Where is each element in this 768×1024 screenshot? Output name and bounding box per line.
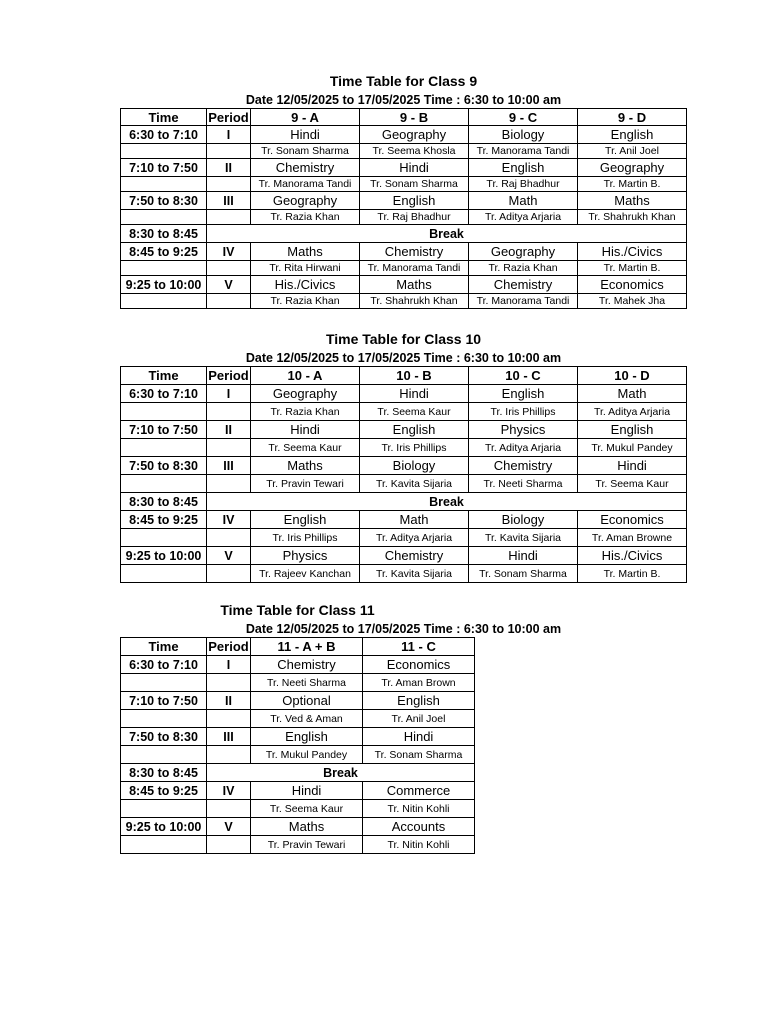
empty-cell [121,261,207,276]
empty-cell [207,144,251,159]
column-header: Time [121,638,207,656]
teacher-cell: Tr. Pravin Tewari [251,836,363,854]
teacher-cell: Tr. Martin B. [578,565,687,583]
subject-cell: Chemistry [251,656,363,674]
timetable-date: Date 12/05/2025 to 17/05/2025 Time : 6:30 to 10:00 am [245,622,562,636]
subject-cell: Geography [469,243,578,261]
teacher-row [121,475,687,493]
period-time: 7:10 to 7:50 [121,421,207,439]
break-time: 8:30 to 8:45 [121,764,207,782]
teacher-cell: Tr. Manorama Tandi [469,294,578,309]
period-row [121,385,687,403]
column-header: 9 - B [360,109,469,126]
subject-cell: Hindi [578,457,687,475]
period-row [121,511,687,529]
subject-cell: Geography [251,385,360,403]
break-row [121,764,475,782]
teacher-cell: Tr. Shahrukh Khan [360,294,469,309]
teacher-cell: Tr. Mukul Pandey [251,746,363,764]
period-number: III [207,457,251,475]
period-time: 7:10 to 7:50 [121,692,207,710]
subject-cell: English [578,126,687,144]
period-number: II [207,159,251,177]
header-row [121,638,475,656]
empty-cell [121,746,207,764]
timetable-date: Date 12/05/2025 to 17/05/2025 Time : 6:30 to 10:00 am [245,93,562,107]
subject-cell: Maths [360,276,469,294]
period-row [121,276,687,294]
teacher-cell: Tr. Shahrukh Khan [578,210,687,225]
subject-cell: Biology [360,457,469,475]
column-header: 10 - B [360,367,469,385]
timetable-table [120,366,687,583]
teacher-row [121,439,687,457]
timetable-table [120,108,687,309]
teacher-row [121,674,475,692]
subject-cell: English [469,385,578,403]
period-number: I [207,126,251,144]
empty-cell [207,674,251,692]
empty-cell [207,800,251,818]
period-row [121,692,475,710]
subject-cell: Chemistry [360,243,469,261]
period-number: II [207,692,251,710]
teacher-cell: Tr. Kavita Sijaria [360,475,469,493]
column-header: 9 - D [578,109,687,126]
empty-cell [207,210,251,225]
subject-cell: Physics [251,547,360,565]
column-header: 10 - A [251,367,360,385]
break-label: Break [207,225,687,243]
teacher-row [121,403,687,421]
period-number: II [207,421,251,439]
teacher-cell: Tr. Aditya Arjaria [469,210,578,225]
timetable-table [120,637,475,854]
period-time: 9:25 to 10:00 [121,547,207,565]
column-header: 11 - C [363,638,475,656]
period-number: I [207,385,251,403]
subject-cell: Physics [469,421,578,439]
subject-cell: Geography [251,192,360,210]
period-number: III [207,192,251,210]
subject-cell: Biology [469,126,578,144]
period-number: IV [207,243,251,261]
subject-cell: Hindi [251,782,363,800]
subject-cell: Hindi [469,547,578,565]
empty-cell [207,746,251,764]
period-number: III [207,728,251,746]
period-number: IV [207,782,251,800]
subject-cell: His./Civics [578,547,687,565]
subject-cell: English [578,421,687,439]
teacher-cell: Tr. Seema Khosla [360,144,469,159]
subject-cell: Biology [469,511,578,529]
teacher-row [121,261,687,276]
subject-cell: Economics [578,276,687,294]
period-row [121,159,687,177]
subject-cell: His./Civics [251,276,360,294]
empty-cell [121,836,207,854]
period-time: 7:50 to 8:30 [121,192,207,210]
period-time: 6:30 to 7:10 [121,126,207,144]
teacher-cell: Tr. Iris Phillips [469,403,578,421]
teacher-cell: Tr. Sonam Sharma [251,144,360,159]
class-10-timetable [120,328,687,583]
teacher-cell: Tr. Mukul Pandey [578,439,687,457]
teacher-cell: Tr. Seema Kaur [578,475,687,493]
timetable-date: Date 12/05/2025 to 17/05/2025 Time : 6:30 to 10:00 am [245,351,562,365]
column-header: 9 - C [469,109,578,126]
timetable-title: Time Table for Class 11 [220,602,375,618]
subject-cell: Chemistry [469,276,578,294]
teacher-cell: Tr. Kavita Sijaria [469,529,578,547]
empty-cell [121,403,207,421]
empty-cell [121,710,207,728]
column-header: Period [208,639,249,654]
timetable-title: Time Table for Class 10 [325,331,482,347]
period-time: 7:10 to 7:50 [121,159,207,177]
subject-cell: English [360,192,469,210]
teacher-cell: Tr. Sonam Sharma [360,177,469,192]
period-row [121,457,687,475]
teacher-cell: Tr. Manorama Tandi [251,177,360,192]
period-row [121,728,475,746]
teacher-cell: Tr. Iris Phillips [251,529,360,547]
teacher-row [121,177,687,192]
empty-cell [207,475,251,493]
period-time: 7:50 to 8:30 [121,728,207,746]
period-row [121,192,687,210]
teacher-cell: Tr. Neeti Sharma [469,475,578,493]
teacher-cell: Tr. Anil Joel [363,710,475,728]
period-number: V [207,547,251,565]
column-header: Period [208,368,249,383]
period-time: 8:45 to 9:25 [121,243,207,261]
empty-cell [207,403,251,421]
period-time: 6:30 to 7:10 [121,385,207,403]
period-number: V [207,276,251,294]
empty-cell [207,294,251,309]
teacher-cell: Tr. Nitin Kohli [363,800,475,818]
subject-cell: Commerce [363,782,475,800]
teacher-cell: Tr. Seema Kaur [251,439,360,457]
period-number: I [207,656,251,674]
teacher-cell: Tr. Raj Bhadhur [360,210,469,225]
teacher-cell: Tr. Neeti Sharma [251,674,363,692]
subject-cell: Maths [251,243,360,261]
subject-cell: English [469,159,578,177]
subject-cell: Accounts [363,818,475,836]
subject-cell: Economics [578,511,687,529]
period-time: 7:50 to 8:30 [121,457,207,475]
class-11-timetable [120,599,562,854]
teacher-cell: Tr. Manorama Tandi [360,261,469,276]
teacher-cell: Tr. Raj Bhadhur [469,177,578,192]
empty-cell [121,210,207,225]
teacher-cell: Tr. Mahek Jha [578,294,687,309]
class-9-timetable [120,70,687,309]
period-time: 8:45 to 9:25 [121,782,207,800]
teacher-cell: Tr. Ved & Aman [251,710,363,728]
break-row [121,493,687,511]
break-label: Break [207,493,687,511]
header-row [121,109,687,126]
teacher-row [121,565,687,583]
subject-cell: Hindi [251,421,360,439]
teacher-cell: Tr. Aman Brown [363,674,475,692]
teacher-cell: Tr. Razia Khan [251,403,360,421]
header-row [121,367,687,385]
column-header: 11 - A + B [251,638,363,656]
teacher-row [121,800,475,818]
break-row [121,225,687,243]
teacher-row [121,144,687,159]
subject-cell: Math [578,385,687,403]
teacher-cell: Tr. Aditya Arjaria [360,529,469,547]
empty-cell [207,177,251,192]
subject-cell: Optional [251,692,363,710]
teacher-cell: Tr. Iris Phillips [360,439,469,457]
subject-cell: Math [469,192,578,210]
teacher-cell: Tr. Aditya Arjaria [578,403,687,421]
period-row [121,547,687,565]
teacher-cell: Tr. Sonam Sharma [469,565,578,583]
subject-cell: English [251,511,360,529]
empty-cell [121,475,207,493]
period-row [121,126,687,144]
subject-cell: Geography [578,159,687,177]
period-number: V [207,818,251,836]
break-label: Break [207,764,475,782]
subject-cell: Chemistry [360,547,469,565]
teacher-cell: Tr. Razia Khan [251,294,360,309]
period-row [121,782,475,800]
empty-cell [207,836,251,854]
subject-cell: Chemistry [469,457,578,475]
subject-cell: Chemistry [251,159,360,177]
teacher-cell: Tr. Razia Khan [469,261,578,276]
subject-cell: English [363,692,475,710]
empty-cell [121,144,207,159]
teacher-cell: Tr. Kavita Sijaria [360,565,469,583]
period-row [121,656,475,674]
break-time: 8:30 to 8:45 [121,225,207,243]
subject-cell: Hindi [360,159,469,177]
period-time: 9:25 to 10:00 [121,818,207,836]
timetable-title: Time Table for Class 9 [329,73,478,89]
teacher-cell: Tr. Pravin Tewari [251,475,360,493]
teacher-cell: Tr. Razia Khan [251,210,360,225]
empty-cell [121,439,207,457]
column-header: Time [121,109,207,126]
teacher-row [121,529,687,547]
empty-cell [121,565,207,583]
teacher-row [121,210,687,225]
empty-cell [121,177,207,192]
teacher-cell: Tr. Aditya Arjaria [469,439,578,457]
subject-cell: Maths [251,457,360,475]
empty-cell [207,439,251,457]
teacher-cell: Tr. Seema Kaur [360,403,469,421]
subject-cell: Geography [360,126,469,144]
column-header: Time [121,367,207,385]
period-number: IV [207,511,251,529]
teacher-cell: Tr. Rajeev Kanchan [251,565,360,583]
empty-cell [121,674,207,692]
empty-cell [207,710,251,728]
teacher-cell: Tr. Manorama Tandi [469,144,578,159]
teacher-cell: Tr. Sonam Sharma [363,746,475,764]
teacher-row [121,746,475,764]
period-row [121,421,687,439]
teacher-cell: Tr. Anil Joel [578,144,687,159]
teacher-cell: Tr. Seema Kaur [251,800,363,818]
empty-cell [207,529,251,547]
period-row [121,818,475,836]
break-time: 8:30 to 8:45 [121,493,207,511]
teacher-row [121,710,475,728]
teacher-row [121,836,475,854]
column-header: 10 - D [578,367,687,385]
empty-cell [121,294,207,309]
subject-cell: Hindi [251,126,360,144]
subject-cell: Hindi [360,385,469,403]
teacher-cell: Tr. Aman Browne [578,529,687,547]
teacher-cell: Tr. Martin B. [578,177,687,192]
empty-cell [121,800,207,818]
subject-cell: Economics [363,656,475,674]
subject-cell: Maths [251,818,363,836]
subject-cell: English [360,421,469,439]
empty-cell [207,261,251,276]
period-time: 6:30 to 7:10 [121,656,207,674]
empty-cell [207,565,251,583]
subject-cell: English [251,728,363,746]
column-header: 10 - C [469,367,578,385]
column-header: 9 - A [251,109,360,126]
subject-cell: His./Civics [578,243,687,261]
subject-cell: Hindi [363,728,475,746]
subject-cell: Maths [578,192,687,210]
teacher-cell: Tr. Martin B. [578,261,687,276]
period-time: 9:25 to 10:00 [121,276,207,294]
subject-cell: Math [360,511,469,529]
teacher-cell: Tr. Nitin Kohli [363,836,475,854]
teacher-cell: Tr. Rita Hirwani [251,261,360,276]
teacher-row [121,294,687,309]
empty-cell [121,529,207,547]
period-time: 8:45 to 9:25 [121,511,207,529]
column-header: Period [208,109,249,125]
period-row [121,243,687,261]
